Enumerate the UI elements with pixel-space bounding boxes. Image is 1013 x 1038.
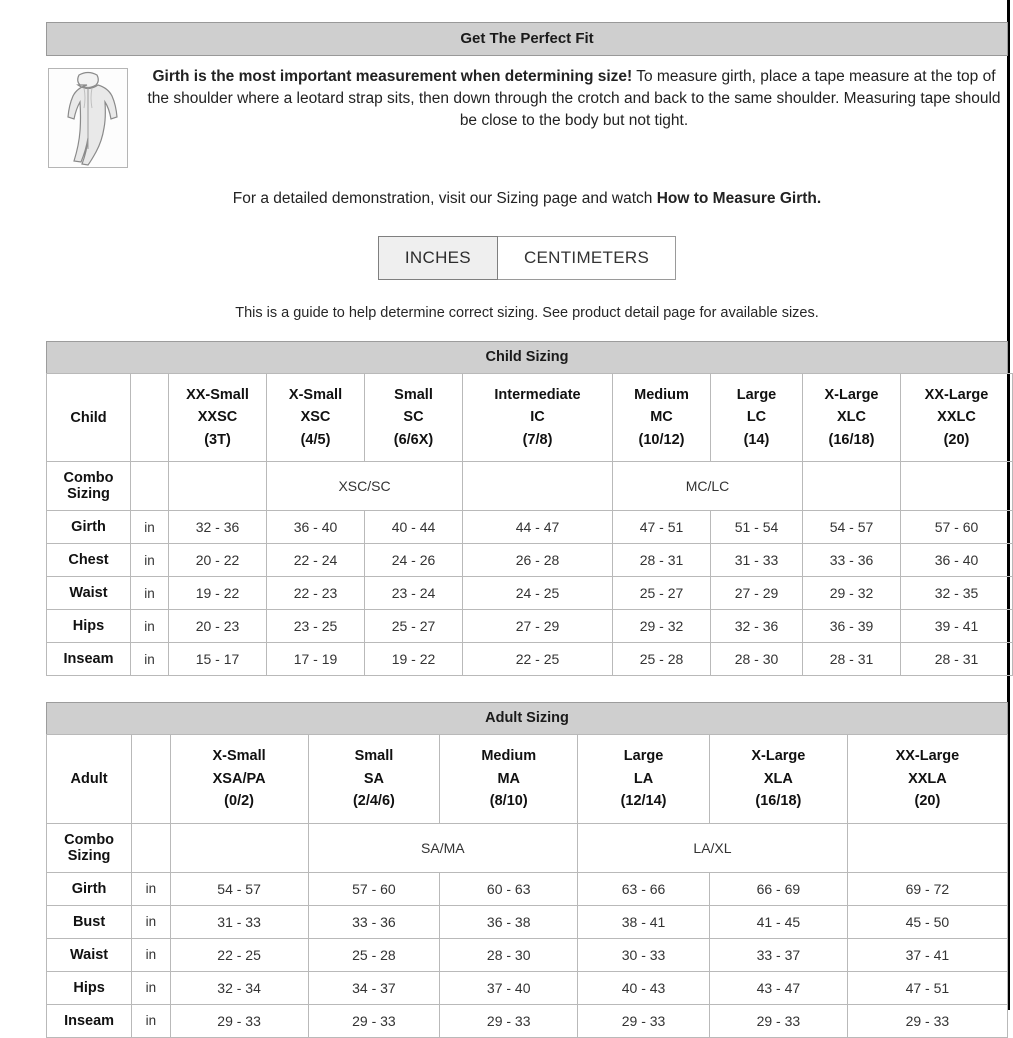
child-waist-lc: 27 - 29 <box>711 577 803 610</box>
adult-col-sa-l3: (2/4/6) <box>352 793 395 810</box>
adult-col-xla-l2: XLA <box>763 770 793 787</box>
child-col-lc <box>711 374 803 462</box>
child-col-lc-l2: LC <box>746 409 767 426</box>
table-row <box>47 610 1013 643</box>
leotard-figure-svg <box>49 69 127 167</box>
child-combo-xsc-sc: XSC/SC <box>267 462 463 511</box>
child-row-waist-label: Waist <box>47 577 131 610</box>
child-col-xlc-l3: (16/18) <box>828 431 875 448</box>
adult-combo-la-xl: LA/XL <box>578 823 848 872</box>
child-col-sc-l2: SC <box>403 409 424 426</box>
child-col-xlc <box>803 374 901 462</box>
adult-bust-xxla: 45 - 50 <box>847 905 1007 938</box>
child-combo-blank-3 <box>803 462 901 511</box>
child-col-xxlc-l2: XXLC <box>937 409 976 426</box>
child-inseam-xlc: 28 - 31 <box>803 643 901 676</box>
unit-inches-button[interactable]: INCHES <box>378 236 498 280</box>
adult-col-xxla-l1: XX-Large <box>895 748 960 765</box>
child-hips-ic: 27 - 29 <box>463 610 613 643</box>
child-col-ic-l1: Intermediate <box>494 387 581 403</box>
intro-bold-lead: Girth is the most important measurement when determining size! <box>152 68 633 85</box>
child-inseam-lc: 28 - 30 <box>711 643 803 676</box>
adult-row-hips-label: Hips <box>47 971 132 1004</box>
adult-table-title: Adult Sizing <box>46 702 1008 734</box>
child-girth-xsc: 36 - 40 <box>267 511 365 544</box>
table-row <box>47 544 1013 577</box>
child-inseam-sc: 19 - 22 <box>365 643 463 676</box>
child-combo-unit <box>131 462 169 511</box>
adult-combo-unit <box>132 823 171 872</box>
adult-inseam-xsa: 29 - 33 <box>170 1004 308 1037</box>
child-chest-ic: 26 - 28 <box>463 544 613 577</box>
child-girth-xlc: 54 - 57 <box>803 511 901 544</box>
adult-combo-blank-1 <box>170 823 308 872</box>
adult-waist-ma: 28 - 30 <box>440 938 578 971</box>
adult-hips-xla: 43 - 47 <box>709 971 847 1004</box>
child-col-mc-l1: Medium <box>634 387 689 403</box>
adult-combo-row <box>47 823 1008 872</box>
adult-inseam-sa: 29 - 33 <box>308 1004 440 1037</box>
child-hips-lc: 32 - 36 <box>711 610 803 643</box>
child-col-xxsc <box>169 374 267 462</box>
adult-hips-la: 40 - 43 <box>578 971 710 1004</box>
child-combo-label <box>47 462 131 511</box>
adult-col-xxla-l3: (20) <box>914 793 941 810</box>
intro-section <box>46 56 1008 168</box>
adult-col-ma <box>440 735 578 823</box>
adult-col-xla <box>709 735 847 823</box>
guide-note: This is a guide to help determine correct sizing. See product detail page for available sizes. <box>235 305 819 321</box>
child-hips-xlc: 36 - 39 <box>803 610 901 643</box>
child-col-lc-l1: Large <box>736 387 777 403</box>
adult-waist-xsa: 22 - 25 <box>170 938 308 971</box>
child-row-inseam-label: Inseam <box>47 643 131 676</box>
adult-row-bust-label: Bust <box>47 905 132 938</box>
detail-demo-line <box>46 190 1008 208</box>
table-row <box>47 905 1008 938</box>
child-combo-blank-2 <box>463 462 613 511</box>
adult-girth-xla: 66 - 69 <box>709 872 847 905</box>
child-waist-sc: 23 - 24 <box>365 577 463 610</box>
child-col-xxsc-l3: (3T) <box>204 431 231 448</box>
adult-col-xxla-l2: XXLA <box>908 770 947 787</box>
leotard-figure-icon <box>48 68 128 168</box>
adult-girth-la: 63 - 66 <box>578 872 710 905</box>
adult-header-row <box>47 735 1008 823</box>
child-row-girth-unit: in <box>131 511 169 544</box>
child-row-inseam-unit: in <box>131 643 169 676</box>
adult-inseam-ma: 29 - 33 <box>440 1004 578 1037</box>
adult-hips-sa: 34 - 37 <box>308 971 440 1004</box>
adult-inseam-xla: 29 - 33 <box>709 1004 847 1037</box>
child-col-ic-l3: (7/8) <box>522 431 553 448</box>
child-header-row <box>47 374 1013 462</box>
adult-bust-xsa: 31 - 33 <box>170 905 308 938</box>
child-col-xxlc-l1: XX-Large <box>924 387 989 403</box>
adult-combo-sa-ma: SA/MA <box>308 823 578 872</box>
adult-combo-label-l2: Sizing <box>67 847 111 864</box>
adult-col-la <box>578 735 710 823</box>
adult-col-sa <box>308 735 440 823</box>
child-waist-xlc: 29 - 32 <box>803 577 901 610</box>
adult-col-xla-l1: X-Large <box>751 748 806 765</box>
child-col-ic <box>463 374 613 462</box>
child-inseam-xsc: 17 - 19 <box>267 643 365 676</box>
adult-girth-sa: 57 - 60 <box>308 872 440 905</box>
child-combo-blank-1 <box>169 462 267 511</box>
adult-row-girth-label: Girth <box>47 872 132 905</box>
table-row <box>47 643 1013 676</box>
child-girth-lc: 51 - 54 <box>711 511 803 544</box>
child-col-lc-l3: (14) <box>743 431 770 448</box>
child-hips-xxlc: 39 - 41 <box>901 610 1013 643</box>
child-combo-mc-lc: MC/LC <box>613 462 803 511</box>
child-col-xxlc-l3: (20) <box>943 431 970 448</box>
adult-col-xxla <box>847 735 1007 823</box>
child-sizing-table <box>46 373 1013 676</box>
child-waist-ic: 24 - 25 <box>463 577 613 610</box>
child-chest-xxsc: 20 - 22 <box>169 544 267 577</box>
adult-combo-label-l1: Combo <box>64 831 115 848</box>
adult-col-ma-l1: Medium <box>481 748 537 765</box>
table-row <box>47 938 1008 971</box>
adult-waist-sa: 25 - 28 <box>308 938 440 971</box>
table-row <box>47 511 1013 544</box>
child-waist-xxlc: 32 - 35 <box>901 577 1013 610</box>
child-col-sc-l1: Small <box>394 387 433 403</box>
child-col-mc-l3: (10/12) <box>638 431 685 448</box>
child-chest-xlc: 33 - 36 <box>803 544 901 577</box>
adult-inseam-xxla: 29 - 33 <box>847 1004 1007 1037</box>
adult-waist-la: 30 - 33 <box>578 938 710 971</box>
child-inseam-ic: 22 - 25 <box>463 643 613 676</box>
child-row-chest-unit: in <box>131 544 169 577</box>
child-col-mc <box>613 374 711 462</box>
adult-bust-ma: 36 - 38 <box>440 905 578 938</box>
child-col-ic-l2: IC <box>530 409 545 426</box>
adult-col-ma-l3: (8/10) <box>489 793 528 810</box>
child-combo-label-l2: Sizing <box>67 486 110 503</box>
adult-row-inseam-unit: in <box>132 1004 171 1037</box>
child-hips-xsc: 23 - 25 <box>267 610 365 643</box>
child-chest-sc: 24 - 26 <box>365 544 463 577</box>
child-row-chest-label: Chest <box>47 544 131 577</box>
adult-col-sa-l2: SA <box>363 770 384 787</box>
child-row-hips-label: Hips <box>47 610 131 643</box>
adult-combo-blank-2 <box>847 823 1007 872</box>
child-col-xxsc-l1: XX-Small <box>186 387 249 403</box>
adult-bust-sa: 33 - 36 <box>308 905 440 938</box>
child-row-girth-label: Girth <box>47 511 131 544</box>
adult-sizing-table <box>46 734 1008 1037</box>
child-inseam-mc: 25 - 28 <box>613 643 711 676</box>
table-row <box>47 971 1008 1004</box>
adult-col-xsa-l1: X-Small <box>212 748 266 765</box>
child-row-waist-unit: in <box>131 577 169 610</box>
child-table-title: Child Sizing <box>46 341 1008 373</box>
child-chest-xxlc: 36 - 40 <box>901 544 1013 577</box>
adult-hips-xxla: 47 - 51 <box>847 971 1007 1004</box>
child-hips-xxsc: 20 - 23 <box>169 610 267 643</box>
child-chest-lc: 31 - 33 <box>711 544 803 577</box>
child-col-sc <box>365 374 463 462</box>
child-chest-xsc: 22 - 24 <box>267 544 365 577</box>
detail-prefix: For a detailed demonstration, visit our Sizing page and watch <box>232 190 657 207</box>
child-combo-row <box>47 462 1013 511</box>
adult-row-girth-unit: in <box>132 872 171 905</box>
adult-combo-label <box>47 823 132 872</box>
adult-col-la-l3: (12/14) <box>620 793 667 810</box>
adult-row-label: Adult <box>47 735 132 823</box>
adult-col-xsa <box>170 735 308 823</box>
child-waist-mc: 25 - 27 <box>613 577 711 610</box>
adult-girth-xxla: 69 - 72 <box>847 872 1007 905</box>
child-chest-mc: 28 - 31 <box>613 544 711 577</box>
child-combo-blank-4 <box>901 462 1013 511</box>
adult-hips-ma: 37 - 40 <box>440 971 578 1004</box>
unit-toggle-group[interactable] <box>46 236 1008 280</box>
detail-link[interactable]: How to Measure Girth. <box>656 190 822 207</box>
child-col-sc-l3: (6/6X) <box>393 431 434 448</box>
adult-col-sa-l1: Small <box>354 748 394 765</box>
unit-centimeters-button[interactable]: CENTIMETERS <box>498 236 676 280</box>
child-inseam-xxsc: 15 - 17 <box>169 643 267 676</box>
adult-row-waist-label: Waist <box>47 938 132 971</box>
child-girth-xxsc: 32 - 36 <box>169 511 267 544</box>
child-col-xsc-l3: (4/5) <box>300 431 331 448</box>
intro-paragraph <box>144 66 1008 132</box>
child-girth-mc: 47 - 51 <box>613 511 711 544</box>
adult-row-bust-unit: in <box>132 905 171 938</box>
adult-bust-la: 38 - 41 <box>578 905 710 938</box>
adult-bust-xla: 41 - 45 <box>709 905 847 938</box>
adult-inseam-la: 29 - 33 <box>578 1004 710 1037</box>
adult-girth-xsa: 54 - 57 <box>170 872 308 905</box>
child-col-xsc-l2: XSC <box>300 409 331 426</box>
child-girth-xxlc: 57 - 60 <box>901 511 1013 544</box>
adult-waist-xxla: 37 - 41 <box>847 938 1007 971</box>
adult-col-la-l1: Large <box>623 748 664 765</box>
child-col-xxlc <box>901 374 1013 462</box>
child-hips-sc: 25 - 27 <box>365 610 463 643</box>
adult-row-hips-unit: in <box>132 971 171 1004</box>
child-col-xlc-l1: X-Large <box>824 387 879 403</box>
child-col-xsc-l1: X-Small <box>288 387 343 403</box>
child-row-label: Child <box>47 374 131 462</box>
adult-unit-header <box>132 735 171 823</box>
child-col-mc-l2: MC <box>650 409 673 426</box>
child-combo-label-l1: Combo <box>63 470 114 487</box>
adult-row-inseam-label: Inseam <box>47 1004 132 1037</box>
child-col-xlc-l2: XLC <box>837 409 866 426</box>
intro-body: To measure girth, place a tape measure at the top of the shoulder where a leotard strap sits, then down through the crotch and back to the same shoulder. Measuring tape should be close to the body but not tight. <box>147 68 1001 129</box>
adult-hips-xsa: 32 - 34 <box>170 971 308 1004</box>
adult-waist-xla: 33 - 37 <box>709 938 847 971</box>
table-row <box>47 872 1008 905</box>
adult-row-waist-unit: in <box>132 938 171 971</box>
adult-col-ma-l2: MA <box>497 770 520 787</box>
table-row <box>47 1004 1008 1037</box>
child-girth-ic: 44 - 47 <box>463 511 613 544</box>
child-unit-header <box>131 374 169 462</box>
adult-col-xsa-l2: XSA/PA <box>212 770 266 787</box>
child-hips-mc: 29 - 32 <box>613 610 711 643</box>
adult-girth-ma: 60 - 63 <box>440 872 578 905</box>
child-inseam-xxlc: 28 - 31 <box>901 643 1013 676</box>
child-waist-xxsc: 19 - 22 <box>169 577 267 610</box>
table-row <box>47 577 1013 610</box>
adult-col-la-l2: LA <box>633 770 654 787</box>
child-waist-xsc: 22 - 23 <box>267 577 365 610</box>
child-row-hips-unit: in <box>131 610 169 643</box>
child-girth-sc: 40 - 44 <box>365 511 463 544</box>
page-title: Get The Perfect Fit <box>46 22 1008 56</box>
adult-col-xsa-l3: (0/2) <box>224 793 254 810</box>
child-col-xxsc-l2: XXSC <box>197 409 238 426</box>
child-col-xsc <box>267 374 365 462</box>
adult-col-xla-l3: (16/18) <box>755 793 802 810</box>
